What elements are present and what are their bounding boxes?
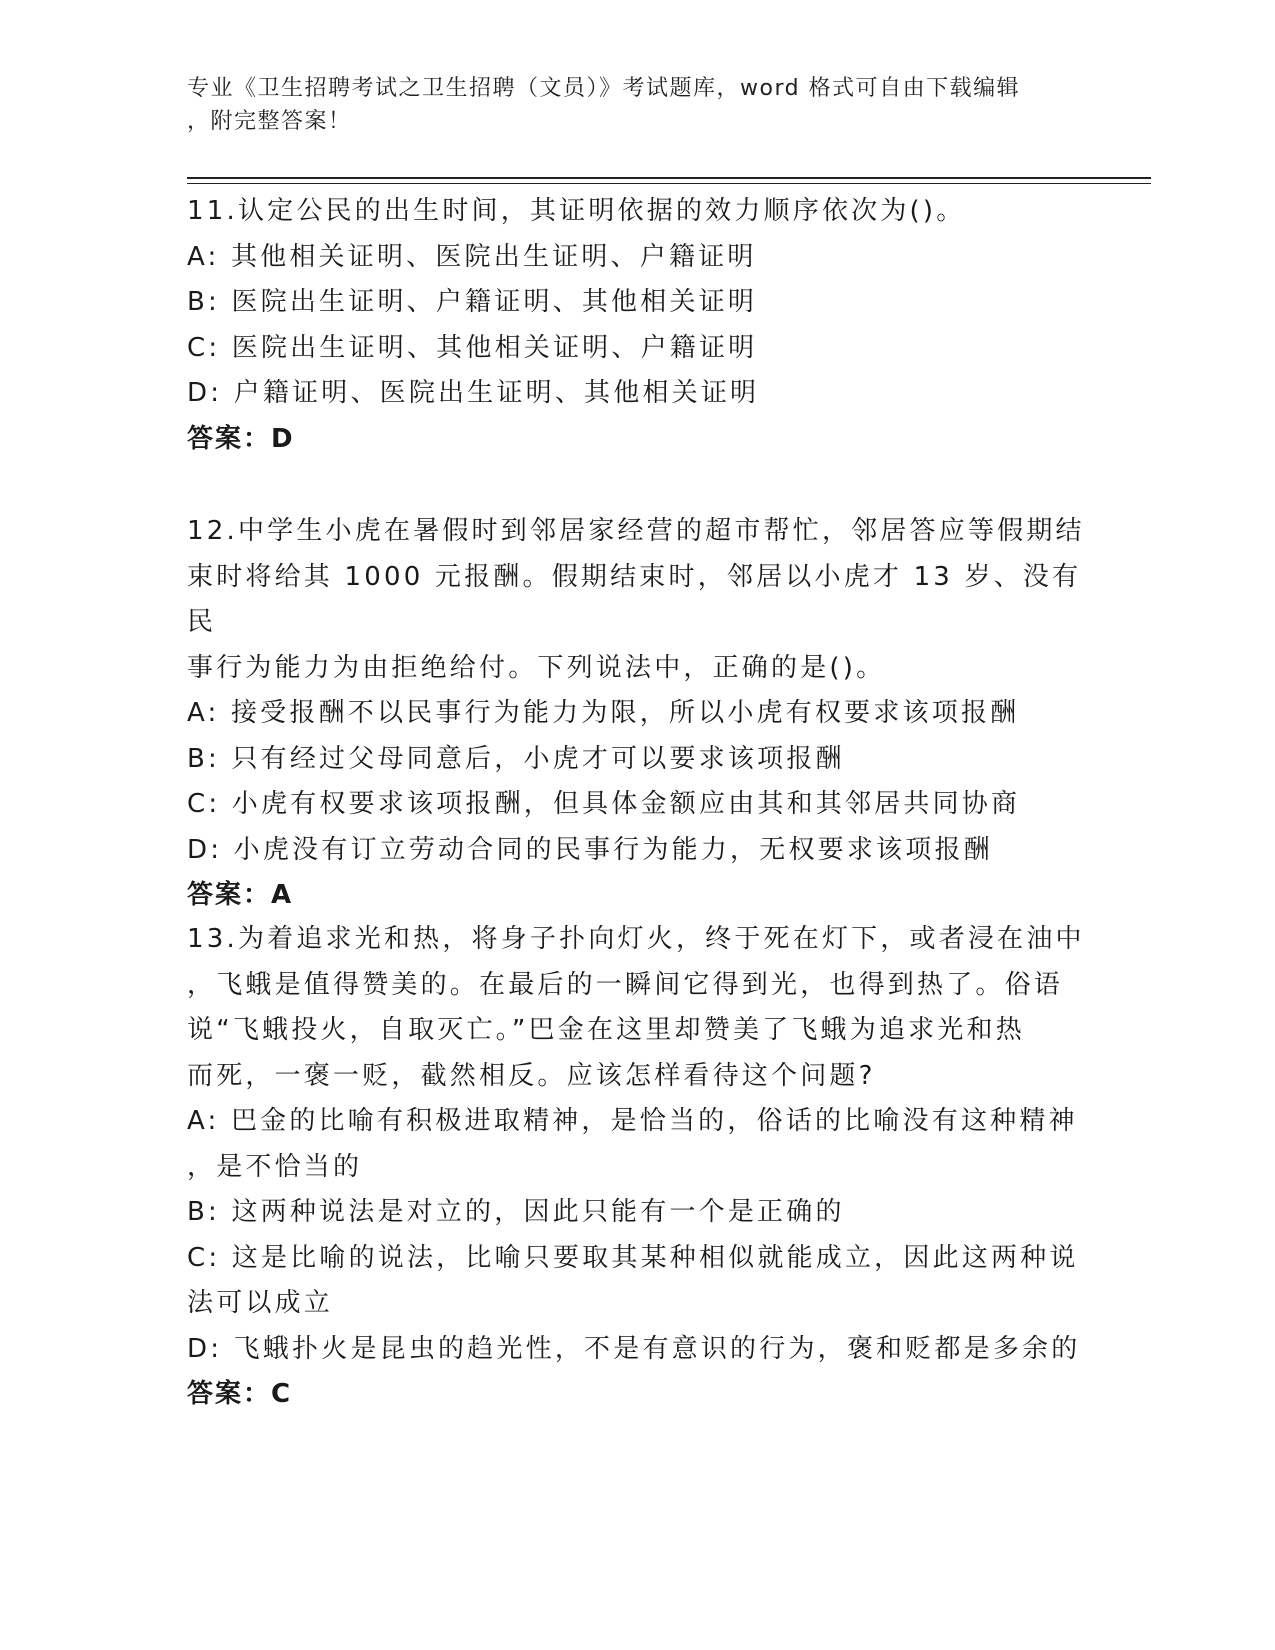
- question-stem-line: 13.为着追求光和热，将身子扑向灯火，终于死在灯下，或者浸在油中: [187, 924, 1085, 954]
- header-divider-thick: [187, 177, 1151, 179]
- option-b: B: 这两种说法是对立的，因此只能有一个是正确的: [187, 1197, 845, 1227]
- header-divider-thin: [187, 183, 1151, 184]
- question-stem-line: 11.认定公民的出生时间，其证明依据的效力顺序依次为()。: [187, 196, 966, 226]
- question-12: [187, 509, 1087, 919]
- question-stem-line: 束时将给其 1000 元报酬。假期结束时，邻居以小虎才 13 岁、没有民: [187, 561, 1082, 637]
- option-c: C: 小虎有权要求该项报酬，但具体金额应由其和其邻居共同协商: [187, 789, 1021, 819]
- question-stem-line: 12.中学生小虎在暑假时到邻居家经营的超市帮忙，邻居答应等假期结: [187, 516, 1085, 546]
- option-c-continued: 法可以成立: [187, 1288, 334, 1318]
- option-b: B: 医院出生证明、户籍证明、其他相关证明: [187, 287, 758, 317]
- answer-label: 答案：C: [187, 1379, 293, 1409]
- question-stem-line: 说“飞蛾投火，自取灭亡。”巴金在这里却赞美了飞蛾为追求光和热: [187, 1015, 1025, 1045]
- option-d: D: 户籍证明、医院出生证明、其他相关证明: [187, 378, 760, 408]
- question-stem-line: ，飞蛾是值得赞美的。在最后的一瞬间它得到光，也得到热了。俗语: [187, 969, 1064, 1000]
- option-d: D: 飞蛾扑火是昆虫的趋光性，不是有意识的行为，褒和贬都是多余的: [187, 1333, 1081, 1364]
- option-c: C: 医院出生证明、其他相关证明、户籍证明: [187, 332, 758, 363]
- option-a: A: 接受报酬不以民事行为能力为限，所以小虎有权要求该项报酬: [187, 698, 1020, 728]
- answer-label: 答案：A: [187, 880, 294, 910]
- question-stem-line: 事行为能力为由拒绝给付。下列说法中，正确的是()。: [187, 652, 886, 683]
- header-line-2: ，附完整答案！: [187, 109, 352, 134]
- question-stem-line: 而死，一褒一贬，截然相反。应该怎样看待这个问题?: [187, 1060, 876, 1091]
- option-a-continued: ，是不恰当的: [187, 1151, 363, 1182]
- option-c: C: 这是比喻的说法，比喻只要取其某种相似就能成立，因此这两种说: [187, 1242, 1079, 1273]
- document-header: [187, 72, 1067, 138]
- question-11: [187, 189, 1087, 462]
- option-a: A: 其他相关证明、医院出生证明、户籍证明: [187, 241, 757, 272]
- header-line-1: 专业《卫生招聘考试之卫生招聘（文员）》考试题库，word 格式可自由下载编辑: [187, 76, 1021, 101]
- option-b: B: 只有经过父母同意后，小虎才可以要求该项报酬: [187, 743, 845, 774]
- question-13: [187, 917, 1087, 1418]
- option-d: D: 小虎没有订立劳动合同的民事行为能力，无权要求该项报酬: [187, 834, 993, 865]
- option-a: A: 巴金的比喻有积极进取精神，是恰当的，俗话的比喻没有这种精神: [187, 1106, 1078, 1136]
- answer-label: 答案：D: [187, 423, 295, 454]
